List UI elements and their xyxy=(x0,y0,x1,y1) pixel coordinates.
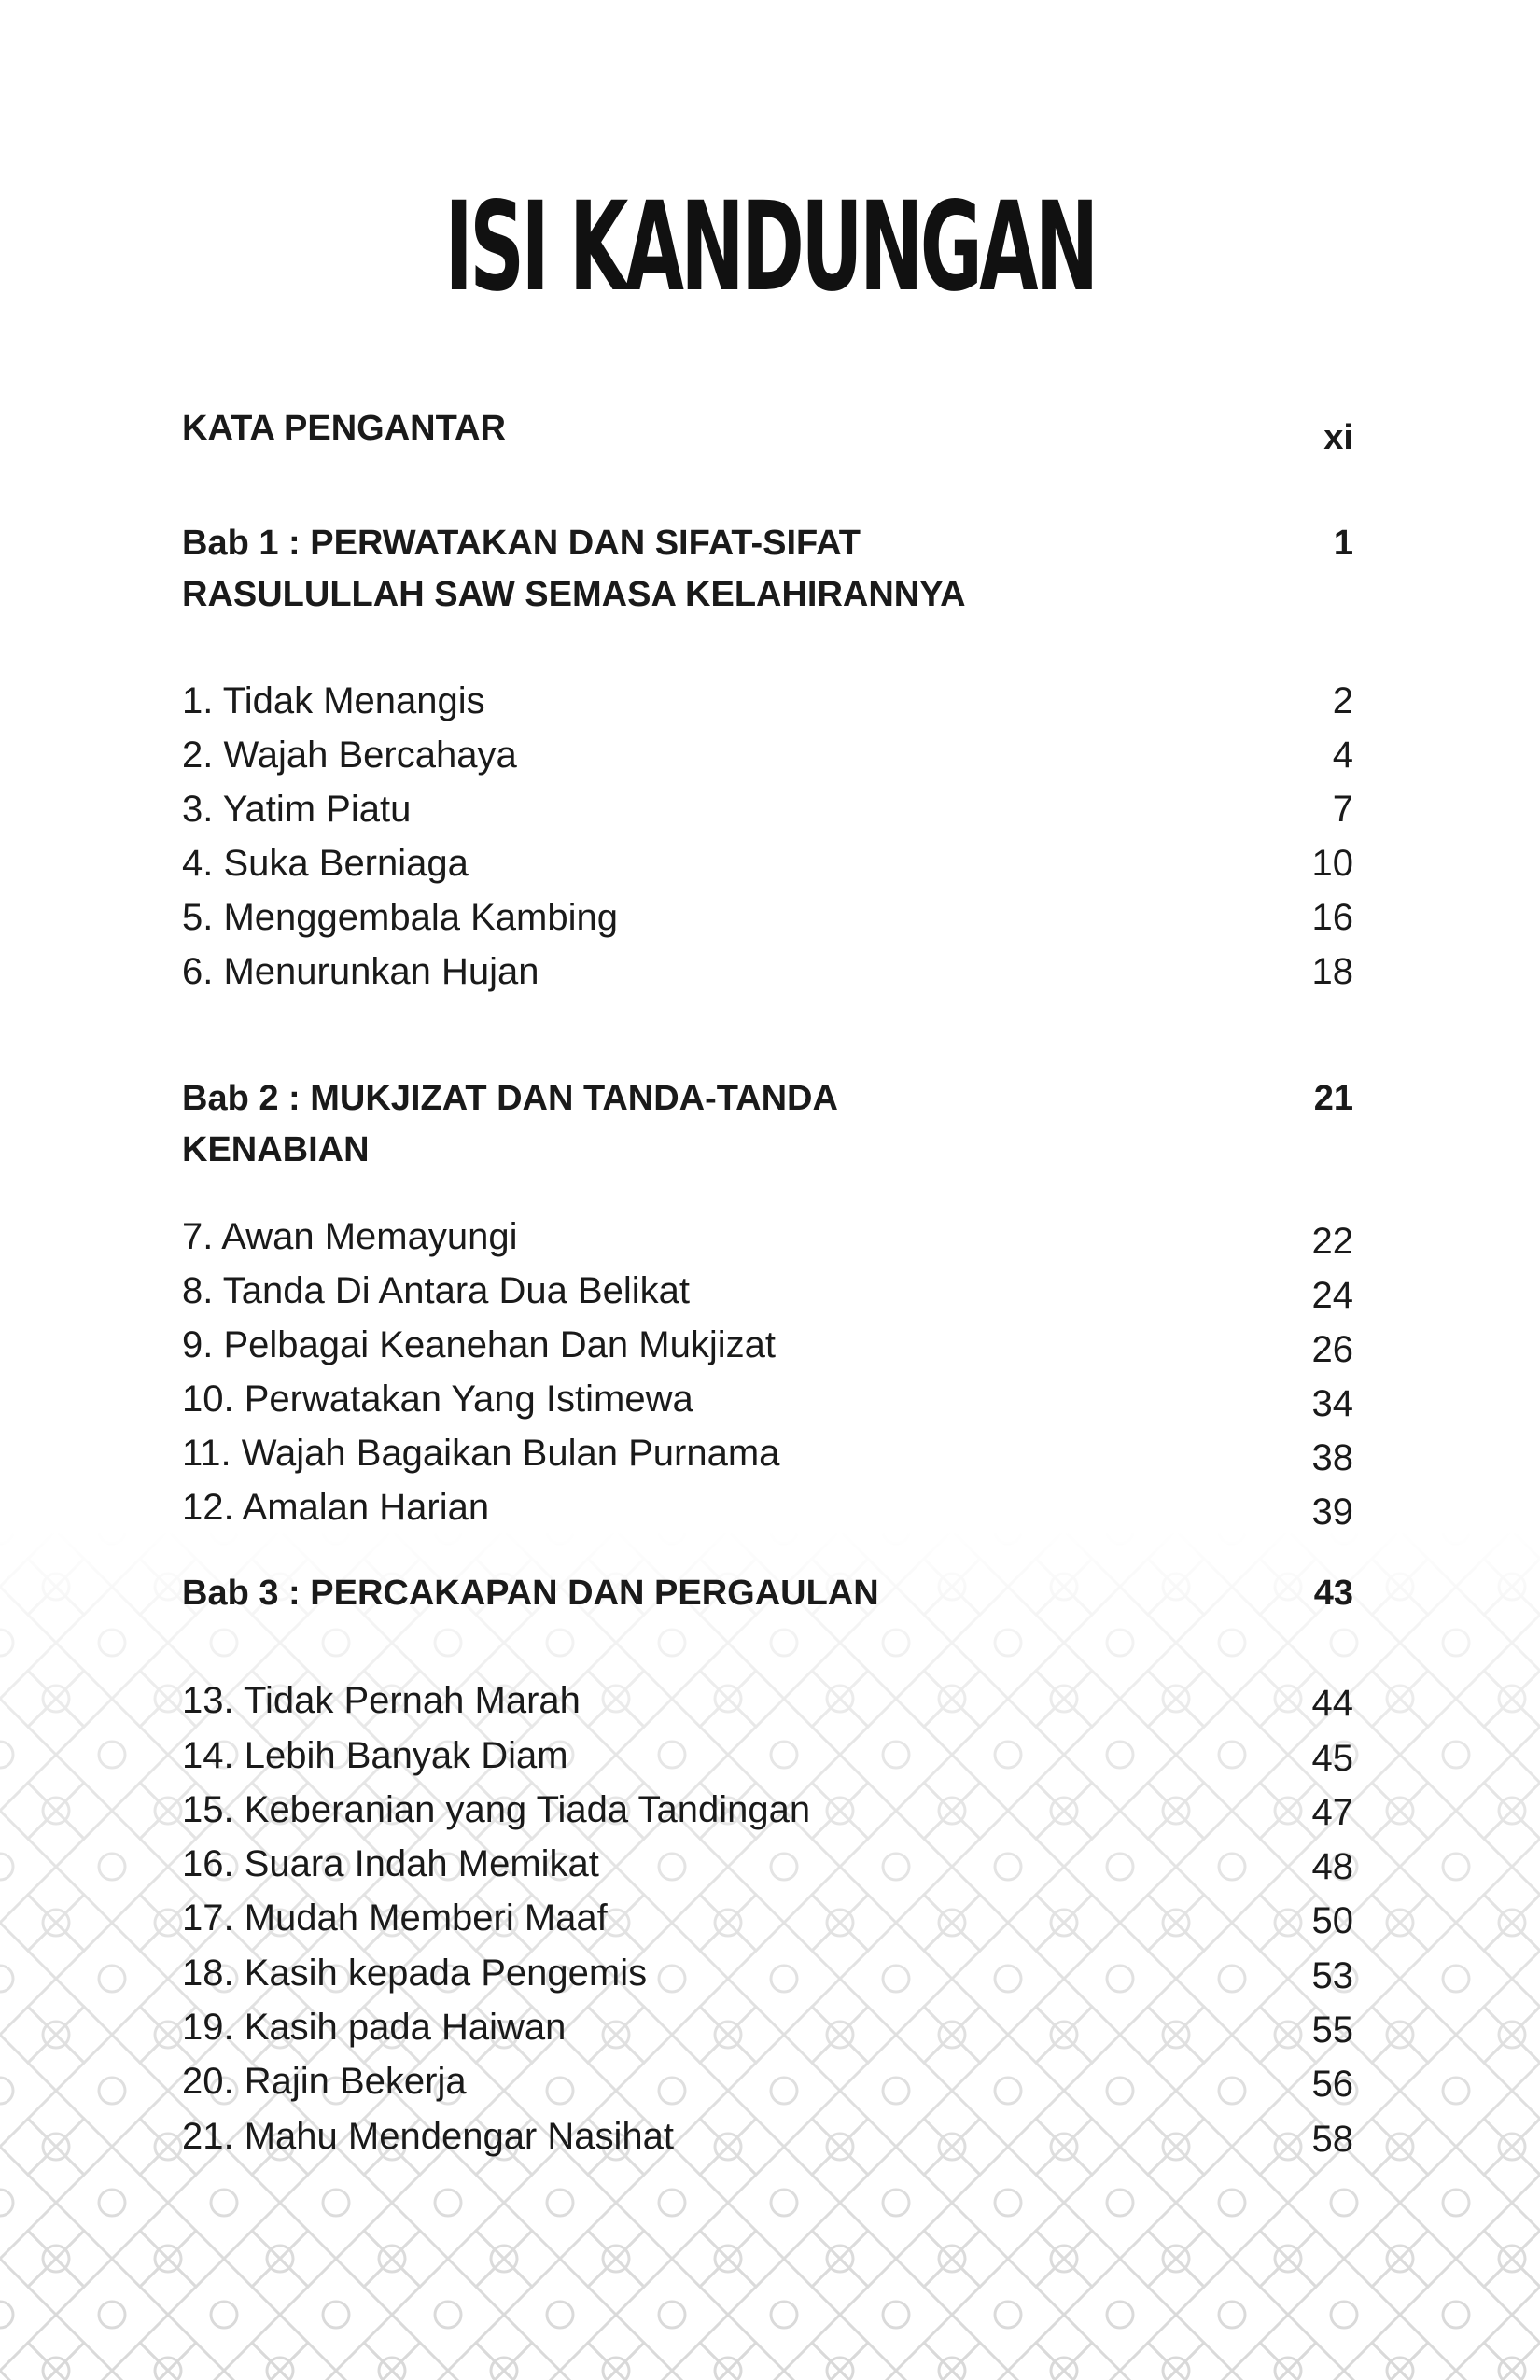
toc-item-label: 3. Yatim Piatu xyxy=(182,789,412,830)
toc-item-page: 55 xyxy=(1311,2009,1353,2051)
toc-chapter-page: 43 xyxy=(1313,1574,1353,1613)
toc-chapter-heading-line2: KENABIAN xyxy=(182,1130,370,1169)
toc-item-page: 56 xyxy=(1311,2064,1353,2105)
toc-item-label: 12. Amalan Harian xyxy=(182,1487,490,1528)
toc-item-page: 44 xyxy=(1311,1683,1353,1724)
toc-item-label: 15. Keberanian yang Tiada Tandingan xyxy=(182,1789,811,1830)
toc-item-page: 39 xyxy=(1311,1491,1353,1533)
toc-item-label: 19. Kasih pada Haiwan xyxy=(182,2007,567,2048)
toc-item-page: 50 xyxy=(1311,1900,1353,1941)
toc-item-label: 21. Mahu Mendengar Nasihat xyxy=(182,2116,674,2157)
toc-item-label: 6. Menurunkan Hujan xyxy=(182,951,539,992)
toc-item-label: 20. Rajin Bekerja xyxy=(182,2061,467,2102)
toc-item-label: 14. Lebih Banyak Diam xyxy=(182,1735,568,1776)
toc-chapter-heading-line1: Bab 3 : PERCAKAPAN DAN PERGAULAN xyxy=(182,1574,879,1613)
toc-item-page: 48 xyxy=(1311,1846,1353,1887)
toc-item-page: 18 xyxy=(1311,951,1353,992)
toc-item-label: 1. Tidak Menangis xyxy=(182,680,485,721)
toc-preface-label: KATA PENGANTAR xyxy=(182,409,506,448)
toc-item-label: 9. Pelbagai Keanehan Dan Mukjizat xyxy=(182,1324,776,1365)
toc-chapter-heading-line2: RASULULLAH SAW SEMASA KELAHIRANNYA xyxy=(182,575,966,614)
toc-item-page: 4 xyxy=(1332,735,1353,776)
toc-item-label: 13. Tidak Pernah Marah xyxy=(182,1680,581,1721)
toc-item-label: 17. Mudah Memberi Maaf xyxy=(182,1897,608,1939)
toc-item-label: 5. Menggembala Kambing xyxy=(182,897,618,938)
toc-item-page: 16 xyxy=(1311,897,1353,938)
toc-item-label: 16. Suara Indah Memikat xyxy=(182,1843,599,1884)
toc-item-page: 10 xyxy=(1311,843,1353,884)
toc-item-page: 47 xyxy=(1311,1792,1353,1833)
toc-chapter-heading-line1: Bab 2 : MUKJIZAT DAN TANDA-TANDA xyxy=(182,1079,838,1118)
toc-item-label: 7. Awan Memayungi xyxy=(182,1216,518,1257)
toc-item-label: 18. Kasih kepada Pengemis xyxy=(182,1953,648,1994)
toc-item-page: 24 xyxy=(1311,1275,1353,1316)
toc-chapter-page: 21 xyxy=(1313,1079,1353,1118)
toc-item-page: 58 xyxy=(1311,2119,1353,2160)
toc-chapter-page: 1 xyxy=(1333,524,1353,563)
toc-item-label: 10. Perwatakan Yang Istimewa xyxy=(182,1379,693,1420)
toc-item-page: 53 xyxy=(1311,1955,1353,1996)
toc-item-label: 4. Suka Berniaga xyxy=(182,843,469,884)
toc-item-page: 7 xyxy=(1332,789,1353,830)
toc-item-page: 45 xyxy=(1311,1738,1353,1779)
toc-item-page: 2 xyxy=(1332,680,1353,721)
page-title: ISI KANDUNGAN xyxy=(444,175,1096,319)
toc-item-label: 11. Wajah Bagaikan Bulan Purnama xyxy=(182,1433,780,1474)
toc-item-page: 34 xyxy=(1311,1383,1353,1424)
toc-item-page: 38 xyxy=(1311,1437,1353,1478)
toc-item-label: 8. Tanda Di Antara Dua Belikat xyxy=(182,1270,691,1311)
toc-item-label: 2. Wajah Bercahaya xyxy=(182,735,517,776)
toc-preface-page: xi xyxy=(1323,418,1353,457)
toc-item-page: 26 xyxy=(1311,1329,1353,1370)
toc-chapter-heading-line1: Bab 1 : PERWATAKAN DAN SIFAT-SIFAT xyxy=(182,524,861,563)
toc-item-page: 22 xyxy=(1311,1221,1353,1262)
